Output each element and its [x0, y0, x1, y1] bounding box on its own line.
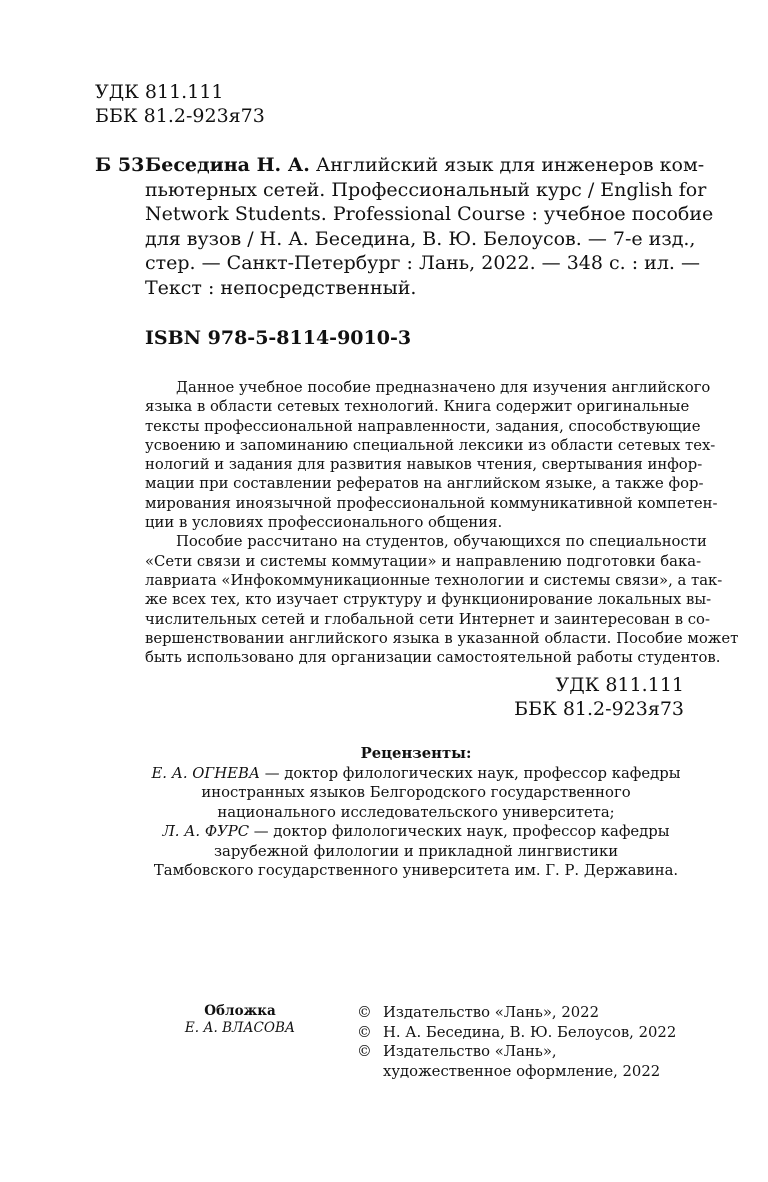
record-line: пьютерных сетей. Профессиональный курс / English for: [145, 178, 707, 201]
record-line: для вузов / Н. А. Беседина, В. Ю. Белоусов. — 7-е изд.,: [145, 227, 696, 250]
abstract-line: ции в условиях профессионального общения.: [145, 514, 503, 532]
copyright-line: © Издательство «Лань», 2022: [357, 1004, 599, 1021]
record-line: Текст : непосредственный.: [145, 276, 417, 299]
copyright-line: © Н. А. Беседина, В. Ю. Белоусов, 2022: [357, 1023, 677, 1041]
reviewer-line: национального исследовательского университета;: [217, 803, 615, 821]
abstract-line: языка в области сетевых технологий. Книга содержит оригинальные: [145, 398, 690, 416]
isbn: ISBN 978-5-8114-9010-3: [145, 327, 412, 349]
reviewer-line: Е. А. ОГНЕВА — доктор филологических наук, профессор кафедры: [151, 764, 681, 782]
classification-codes-bottom: [514, 673, 684, 721]
udk-code: УДК 811.111: [95, 81, 224, 103]
author-mark: Б 53: [95, 154, 145, 176]
abstract-line: мации при составлении рефератов на английском языке, а также фор-: [145, 475, 704, 493]
copyright-block: [357, 1003, 687, 1081]
copyright-line-continued: художественное оформление, 2022: [383, 1062, 661, 1080]
cover-credit: [160, 1003, 320, 1037]
udk-code: УДК 811.111: [555, 674, 684, 696]
abstract-line: нологий и задания для развития навыков чтения, свертывания инфор-: [145, 456, 703, 474]
reviewer-name: Л. А. ФУРС: [162, 823, 250, 840]
reviewers: [145, 744, 687, 881]
copyright-line: © Издательство «Лань»,: [357, 1043, 557, 1060]
abstract-line: усвоению и запоминанию специальной лексики из области сетевых тех-: [145, 436, 716, 454]
classification-codes-top: [95, 80, 265, 128]
abstract-line: числительных сетей и глобальной сети Интернет и заинтересован в со-: [145, 610, 710, 628]
bbk-code: ББК 81.2-923я73: [514, 698, 684, 720]
author-name: Беседина Н. А.: [145, 154, 310, 176]
copyright-icon: ©: [357, 1023, 372, 1041]
bibliographic-record: [145, 153, 714, 300]
record-line: Network Students. Professional Course : учебное пособие: [145, 203, 714, 225]
reviewer-line: Тамбовского государственного университета им. Г. Р. Державина.: [153, 862, 679, 879]
abstract-line: Пособие рассчитано на студентов, обучающихся по специальности: [176, 533, 707, 551]
reviewer-line: Л. А. ФУРС — доктор филологических наук, профессор кафедры: [162, 823, 670, 840]
abstract-line: тексты профессиональной направленности, задания, способствующие: [145, 417, 701, 435]
record-line: Беседина Н. А. Английский язык для инженеров ком-: [145, 154, 705, 176]
bbk-code: ББК 81.2-923я73: [95, 105, 265, 127]
abstract-line: быть использовано для организации самостоятельной работы студентов.: [145, 649, 721, 667]
abstract-line: лавриата «Инфокоммуникационные технологии и системы связи», а так-: [145, 571, 723, 589]
copyright-icon: ©: [357, 1043, 372, 1060]
cover-designer-name: Е. А. ВЛАСОВА: [184, 1020, 296, 1036]
abstract-line: вершенствовании английского языка в указанной области. Пособие может: [145, 629, 739, 647]
reviewers-title: Рецензенты:: [360, 745, 472, 762]
reviewer-line: иностранных языков Белгородского государственного: [201, 784, 631, 801]
cover-credit-title: Обложка: [204, 1003, 276, 1019]
record-line: стер. — Санкт-Петербург : Лань, 2022. — 348 с. : ил. —: [145, 252, 700, 274]
abstract-line: мирования иноязычной профессиональной коммуникативной компетен-: [145, 494, 718, 512]
reviewer-name: Е. А. ОГНЕВА: [151, 764, 261, 782]
abstract-line: же всех тех, кто изучает структуру и функционирование локальных вы-: [145, 591, 712, 609]
copyright-icon: ©: [357, 1004, 372, 1021]
abstract-line: «Сети связи и системы коммутации» и направлению подготовки бака-: [145, 552, 702, 570]
reviewer-line: зарубежной филологии и прикладной лингвистики: [213, 842, 619, 860]
abstract-line: Данное учебное пособие предназначено для изучения английского: [176, 379, 711, 396]
abstract: [145, 378, 739, 667]
